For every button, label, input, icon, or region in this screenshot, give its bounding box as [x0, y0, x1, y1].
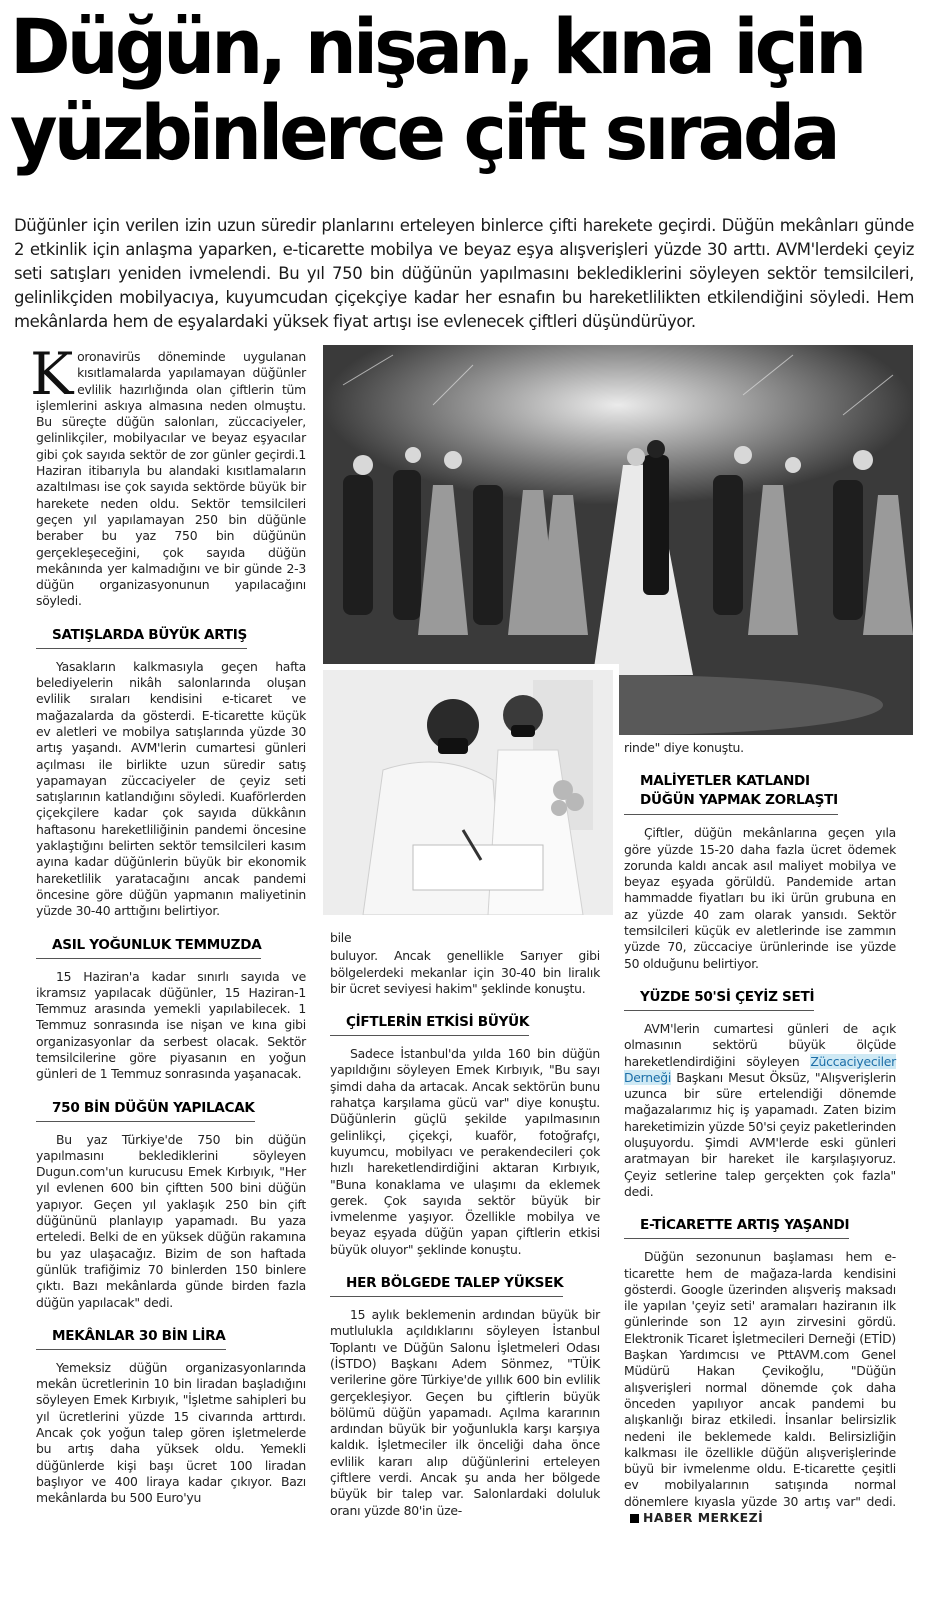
subheading-her-bolgede: HER BÖLGEDE TALEP YÜKSEK [330, 1274, 563, 1297]
headline-line-1: Düğün, nişan, kına için [10, 2, 864, 91]
headline-line-2: yüzbinlerce çift sırada [10, 88, 837, 177]
drop-cap: K [30, 340, 74, 408]
column-3 [624, 740, 896, 1528]
paragraph-continued: buluyor. Ancak genellikle Sarıyer gibi bölgelerdeki mekanlar için 30-40 bin liralık bir ücret seviyesi hakim" şeklinde konuştu. [330, 948, 600, 996]
column-2 [330, 930, 600, 1521]
paragraph-ceyiz [624, 1021, 896, 1200]
subheading-ciftlerin: ÇİFTLERİN ETKİSİ BÜYÜK [330, 1013, 529, 1036]
paragraph-ceyiz-b: Başkanı Mesut Öksüz, "Alışverişlerin uzunca bir süre ertelendiği dönemde mağazalarımız hiç iş yapamadı. Zaten bizim hareketimizin yüzde 50'si çeyiz paketlerinden oluşuyordu. Şimdi AVM'lerde eski günleri aratmayan bir hareket ile karşılaşıyoruz. Çeyiz setlerine talep gerçekten çok fazla" dedi. [624, 1069, 896, 1199]
subheading-mekanlar: MEKÂNLAR 30 BİN LİRA [36, 1327, 226, 1350]
paragraph-continued-3: rinde" diye konuştu. [624, 740, 744, 755]
paragraph-ceyiz-a: AVM'lerin cumartesi günleri de açık olmasının sektörü büyük ölçüde hareketlendirdiğini söyleyen [624, 1020, 896, 1069]
subheading-750-bin: 750 BİN DÜĞÜN YAPILACAK [36, 1099, 255, 1122]
paragraph-satislarda: Yasakların kalkmasıyla geçen hafta belediyelerin nikâh salonlarında oluşan evlilik sıraları kendisini e-ticaret ve mağazalarda da gösterdi. E-ticarette küçük ev aletleri ve mobilya satışlarında yüzde 30 artış yaşandı. AVM'lerin cumartesi günleri açılması ile birlikte uzun süredir satış yapamayan züccaciyeler de çeyiz seti satışlarının katlandığını söyledi. Kuaförlerden çiçekçilere kadar çok sayıda dükkânın haftasonu hareketliliğinin pandemi öncesine yaklaştığını belirten sektör temsilcileri kasım ayına kadar düğünlerin büyük bir ekonomik hareketlilik yaratacağını ancak pandemi öncesine göre düğün yapmanın maliyetinin yüzde 30-40 arttığını belirtiyor. [36, 658, 306, 919]
intro-text: oronavirüs döneminde uygulanan kısıtlamalarda yapılamayan düğünler evlilik hazırlığında olan çiftlerin tüm işlemlerini askıya almasına neden olmuştu. Bu süreçte düğün salonları, züccaciyeler, gelinlikçiler, mobilyacılar ve beyaz eşyacılar gibi çok sayıda sektör de zor günler geçirdi.1 Haziran itibarıyla bu alandaki kısıtlamaların azaltılması ise çok sayıda sektörde büyük bir harekete neden oldu. Sektör temsilcileri geçen yıl yapılamayan 250 bin düğünle beraber bu yaz 750 bin düğünün gerçekleşeceğini, çok sayıda düğün mekânında yer kalmadığını ve bir günde 2-3 düğün organizasyonunun yapılacağını söyledi. [36, 349, 306, 609]
subheading-ceyiz: YÜZDE 50'Sİ ÇEYİZ SETİ [624, 988, 814, 1011]
paragraph-ciftlerin: Sadece İstanbul'da yılda 160 bin düğün yapıldığını söyleyen Emek Kırbıyık, "Bu sayı şimdi daha da artacak. Ancak sektörün bunu rahatça karşılama gücü var" diye konuştu. Düğünlerin güçlü şekilde yapılmasının gelinlikçi, çiçekçi, kuaför, fotoğrafçı, kuyumcu, mobilyacı ve perakendecileri çok hızlı hareketlendirdiğini aktaran Kırbıyık, "Buna konaklama ve ulaşımı da eklemek gerek. Çok sayıda sektör büyük bir ivmelenme yaşıyor. Özellikle mobilya ve beyaz eşyada düğün yapan çiftlerin etkisi büyük oluyor" şeklinde konuştu. [330, 1046, 600, 1257]
paragraph-continued-a: bile [330, 930, 352, 945]
subheading-maliyetler-line-1: MALİYETLER KATLANDI [640, 773, 810, 790]
subheading-e-ticaret: E-TİCARETTE ARTIŞ YAŞANDI [624, 1216, 849, 1239]
paragraph-e-ticaret [624, 1249, 896, 1526]
subheading-maliyetler [624, 772, 838, 815]
subheading-temmuz: ASIL YOĞUNLUK TEMMUZDA [36, 936, 261, 959]
paragraph-her-bolgede: 15 aylık beklemenin ardından büyük bir mutlulukla açıldıklarını söyleyen İstanbul Toplantı ve Düğün Salonu İşletmeleri Odası (İSTDO) Başkanı Adem Sönmez, "TÜİK verilerine göre Türkiye'de yıllık 600 bin evlilik gerçekleşiyor. Geçen bu çiftlerin büyük bölümü düğün yapamadı. Açılma kararının ardından büyük bir yoğunlukla karşı karşıya kaldık. İşletmeciler ilk önceliği daha önce evlilik kararı alıp düğünlerini erteleyen çiftlere verdi. Ancak şu anda her bölgede büyük bir talep var. Salonlardaki doluluk oranı yüzde 80'in üze- [330, 1307, 600, 1518]
paragraph-maliyetler: Çiftler, düğün mekânlarına geçen yıla göre yüzde 15-20 daha fazla ücret ödemek zorunda kaldı ancak asıl maliyet mobilya ve beyaz eşyada görüldü. Pandemide artan hammadde fiyatları bu iki ürün grubuna en az yüzde 40 zam olarak yansıdı. Sektör temsilcileri küçük ev aletlerinde ise zammın yüzde 70, züccaciye ürünlerinde ise yüzde 50 olduğunu belirtiyor. [624, 825, 896, 971]
lead-paragraph: Düğünler için verilen izin uzun süredir planlarını erteleyen binlerce çifti harekete geçirdi. Düğün mekânları günde 2 etkinlik için anlaşma yaparken, e-ticarette mobilya ve beyaz eşya alışverişleri yüzde 30 arttı. AVM'lerdeki çeyiz seti satışları yeniden ivmelendi. Bu yıl 750 bin düğünün yapılmasını beklediklerini söyleyen sektör temsilcileri, gelinlikçiden mobilyacıya, kuyumcudan çiçekçiye kadar her esnafın bu hareketlilikten etkilendiğini söyledi. Hem mekânlarda hem de eşyalardaki yüksek fiyat artışı ise evlenecek çiftleri düşündürüyor. [14, 216, 914, 331]
author-byline: HABER MERKEZİ [643, 1509, 764, 1525]
subheading-satislarda: SATIŞLARDA BÜYÜK ARTIŞ [36, 626, 247, 649]
column-1 [30, 340, 306, 1509]
signing-couple-illustration [323, 670, 613, 915]
paragraph-750-bin: Bu yaz Türkiye'de 750 bin düğün yapılmasını beklediklerini söyleyen Dugun.com'un kurucusu Emek Kırbıyık, "Her yıl evlenen 600 bin çiftten 500 bini düğün yapıyor. Geçen yıl yaklaşık 250 bin çift düğününü planlayıp yapamadı. Bu yaza erteledi. Belki de en yüksek düğün rakamına bu yaz ulaşacağız. Bizim de son haftada günlük trafiğimiz 70 binlerden 150 binlere çıktı. Bazı mekânlarda günde birden fazla düğün yapılacak" dedi. [36, 1131, 306, 1310]
signing-couple-photo [323, 664, 619, 915]
highlighted-association-name: Züccaciyeciler Derneği [624, 1053, 896, 1085]
subheading-maliyetler-line-2: DÜĞÜN YAPMAK ZORLAŞTI [640, 792, 838, 809]
paragraph-mekanlar: Yemeksiz düğün organizasyonlarında mekân ücretlerinin 10 bin liradan başladığını söyleyen Emek Kırbıyık, "İşletme sahipleri bu yıl ücretlerini yüzde 15 civarında arttırdı. Ancak çok yoğun talep gören işletmelerde bu artış daha yüksek oldu. Yemekli düğünlerde kişi başı ücret 100 liradan başlıyor ve 400 liraya kadar çıkıyor. Bazı mekânlarda bu 500 Euro'yu [36, 1359, 306, 1506]
author-square-icon [630, 1514, 639, 1523]
headline [10, 4, 881, 176]
paragraph-temmuz: 15 Haziran'a kadar sınırlı sayıda ve ikramsız yapılacak düğünler, 15 Haziran-1 Temmuz arasında yemekli yapılabilecek. 1 Temmuz sonrasında ise nişan ve kına gibi organizasyonlar da serbest olacak. Sektör temsilcilerine göre piyasanın en yoğun günleri de 1 Temmuz sonrasında yaşanacak. [36, 968, 306, 1082]
paragraph-e-ticaret-text: Düğün sezonunun başlaması hem e-ticarette hem de mağaza-larda kendisini gösterdi. Google üzerinden alışveriş maksadı ile yapılan 'çeyiz seti' aramaları haziranın ilk günlerinde son 12 ayın zirvesini gördü. Elektronik Ticaret İşletmecileri Derneği (ETİD) Başkan Yardımcısı ve PttAVM.com Genel Müdürü Hakan Çevikoğlu, "Düğün alışverişleri normal dönemde çok daha önceden yapılıyor ancak pandemi bu alışkanlığı biraz etkiledi. İnsanlar belirsizlik nedeni ile beklemede kaldı. Belirsizliğin kalkması ile özellikle düğün alışverişlerinde büyü bir ivmelenme oldu. E-ticarette çeşitli ev mobilyalarının satışında normal dönemlere kıyasla yüzde 30 artış var" dedi. [624, 1249, 896, 1509]
intro-paragraph [30, 340, 306, 610]
